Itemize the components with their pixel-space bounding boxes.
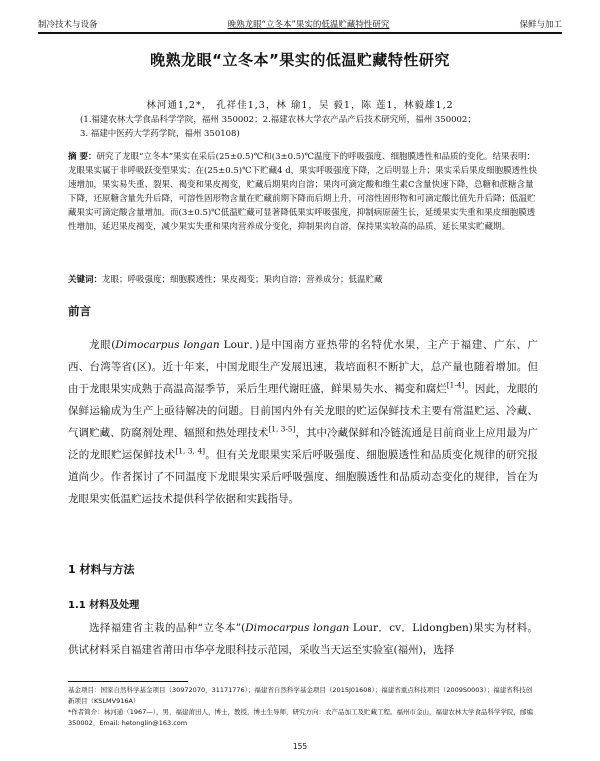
footnote-author: *作者简介：林河通（1967—），男，福建莆田人，博士，教授，博士生导师，研究方向：农产品加工及贮藏工程。福州市金山，福建农林大学食品科学学院，邮编 350002，Email: hetonglin@163.com (68, 708, 534, 727)
citation-1: [1-4] (446, 380, 465, 390)
intro-text-4: ，其中冷藏保鲜和冷链流通是目前商业上应用最为广泛的龙眼贮运保鲜技术 (68, 427, 539, 461)
materials-latin-name: Dimocarpus longan (245, 622, 350, 634)
intro-text-1: 龙眼( (89, 339, 116, 351)
abstract-text: 研究了龙眼“立冬本”果实在采后(25±0.5)℃和(3±0.5)℃温度下的呼吸强度、细胞膜透性和品质的变化。结果表明：龙眼果实属于非呼吸跃变型果实；在(25±0.5)℃下贮藏4 d，果实呼吸强度下降，之后明显上升；果实采后果皮细胞膜透性快速增加，果实易失重、裂果、褐变和果皮褐变，贮藏后期果肉自溶；果肉可滴定酸和维生素C含量快速下降，总糖和蔗糖含量下降，还原糖含量先升后降，可溶性固形物含量在贮藏前期下降而后期上升，可溶性固形物和可滴定酸比值先升后降；低温贮藏果实可滴定酸含量增加。而(3±0.5)℃低温贮藏可显著降低果实呼吸强度，抑制病原菌生长，延缓果实失重和果皮细胞膜透性增加，延迟果皮褐变，减少果实失重和果肉营养成分变化，抑制果肉自溶，保持果实较高的品质，延长果实贮藏期。 (68, 152, 538, 232)
intro-text-5: 。但有关龙眼果实采后呼吸强度、细胞膜透性和品质变化规律的研究报道尚少。作者探讨了不同温度下龙眼果实采后呼吸强度、细胞膜透性和品质动态变化的规律，旨在为龙眼果实低温贮运技术提供科学依据和实践指导。 (68, 449, 539, 505)
intro-text-2: Lour．)是中国南方亚热带的名特优水果，主产于福建、广东、广西、台湾等省(区)。近十年来，中国龙眼生产发展迅速，栽培面积不断扩大，总产量也随着增加。但由于龙眼果实成熟于高温高湿季节，采后生理代谢旺盛，鲜果易失水、褐变和腐烂 (68, 339, 538, 395)
materials-paragraph (68, 617, 538, 661)
footnote-divider (68, 681, 188, 682)
footnotes (68, 685, 538, 729)
page-number: 155 (292, 742, 308, 751)
abstract-label: 摘 要： (68, 152, 97, 162)
affiliations (80, 113, 550, 141)
abstract (68, 150, 538, 234)
running-header-right: 保鲜与加工 (519, 20, 562, 30)
paper-title: 晚熟龙眼“立冬本”果实的低温贮藏特性研究 (150, 51, 450, 69)
keywords-label: 关键词： (68, 275, 103, 285)
section-1-heading: 1 材料与方法 (68, 563, 135, 576)
citation-3: [1, 3, 4] (175, 446, 205, 456)
keywords-text: 龙眼；呼吸强度；细胞膜透性；果皮褐变；果肉自溶；营养成分；低温贮藏 (102, 275, 383, 285)
citation-2: [1, 3-5] (268, 424, 296, 434)
running-header-left: 制冷技术与设备 (38, 20, 98, 30)
affiliation-line-1: (1.福建农林大学食品科学学院，福州 350002；2.福建农林大学农产品产后技术研究所，福州 350002； (80, 115, 476, 125)
materials-text-1: 选择福建省主栽的品种“立冬本”( (89, 622, 246, 634)
intro-latin-name: Dimocarpus longan (115, 339, 220, 351)
keywords (68, 273, 538, 287)
intro-text-3: 。因此，龙眼的保鲜运输成为生产上亟待解决的问题。目前国内外有关龙眼的贮运保鲜技术主要有常温贮运、冷藏、气调贮藏、防腐剂处理、辐照和热处理技术 (68, 383, 539, 439)
footnote-fund: 基金项目：国家自然科学基金项目（30972070，31171776）；福建省自然科学基金项目（2015J01608）；福建省重点科技项目（2009S0003）；福建省科技创新项目（KSLMV916A） (68, 686, 533, 705)
author-list: 林河通1,2*， 孔祥佳1,3，林 瑜1，吴 毅1，陈 莲1，林毅雄1,2 (146, 100, 454, 111)
affiliation-line-2: 3. 福建中医药大学药学院，福州 350108) (80, 129, 240, 139)
intro-paragraph (68, 334, 538, 510)
section-1-1-heading: 1.1 材料及处理 (68, 600, 140, 611)
running-header (38, 14, 562, 34)
materials-text-2: Lour．cv．Lidongben)果实为材料。供试材料采自福建省莆田市华亭龙眼科技示范园，采收当天运至实验室(福州)，选择 (68, 622, 538, 656)
running-header-center: 晚熟龙眼“立冬本”果实的低温贮藏特性研究 (227, 20, 390, 30)
intro-heading: 前言 (68, 304, 91, 318)
